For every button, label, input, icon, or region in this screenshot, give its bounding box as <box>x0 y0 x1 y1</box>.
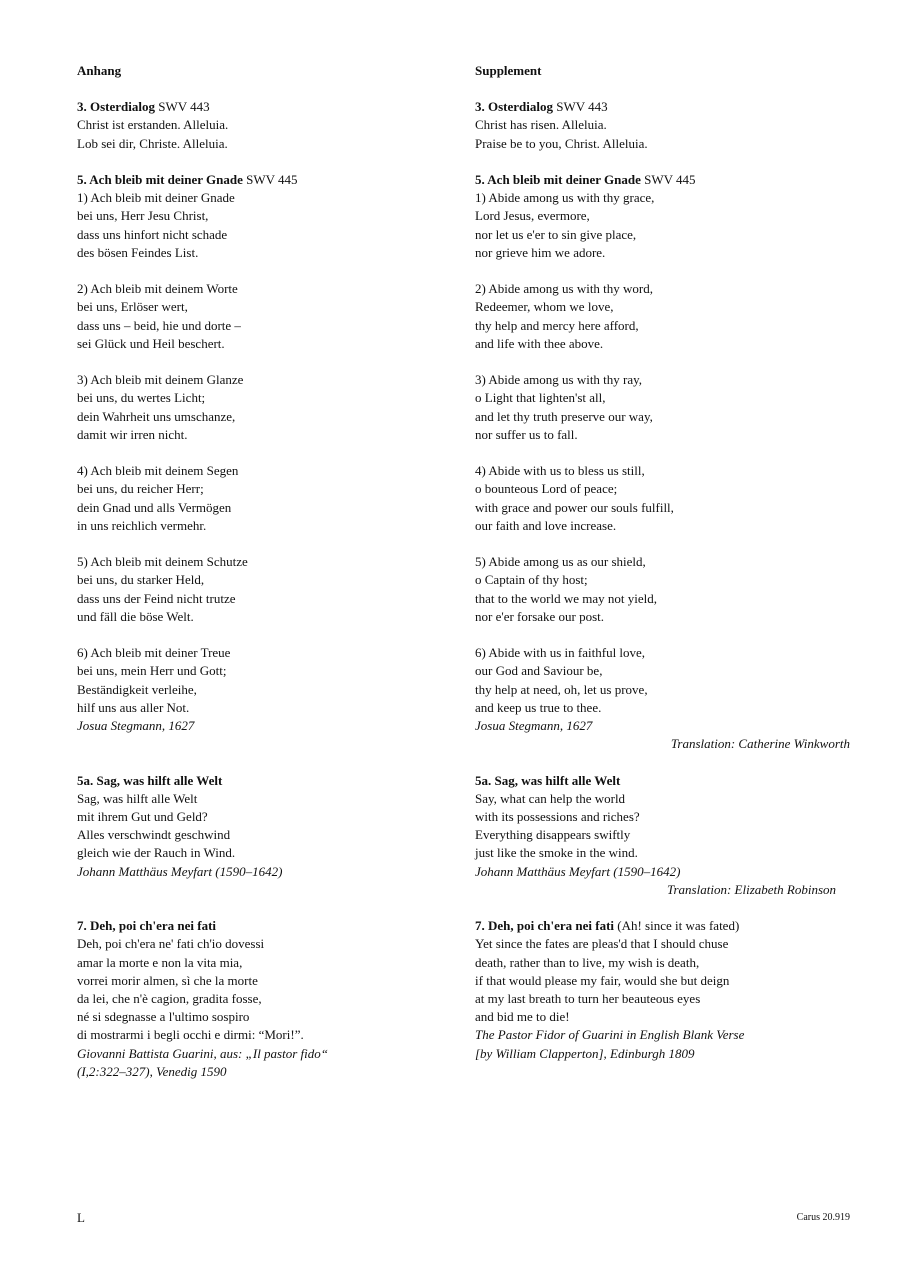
translation-credit: Translation: Elizabeth Robinson <box>666 881 836 897</box>
author-credit: (I,2:322–327), Venedig 1590 <box>77 1063 227 1079</box>
verse-line: des bösen Feindes List. <box>77 244 199 260</box>
verse-line: nor let us e'er to sin give place, <box>475 226 637 242</box>
verse-line: dein Wahrheit uns umschanze, <box>77 408 236 424</box>
verse-line: Lord Jesus, evermore, <box>475 208 590 224</box>
verse-line: nor suffer us to fall. <box>475 426 578 442</box>
verse-line: hilf uns aus aller Not. <box>77 699 190 715</box>
stanza-4 <box>77 462 447 535</box>
verse-line: damit wir irren nicht. <box>77 426 188 442</box>
verse-line: bei uns, mein Herr und Gott; <box>77 663 227 679</box>
verse-line: in uns reichlich vermehr. <box>77 517 207 533</box>
stanza-5 <box>475 553 850 626</box>
verse-line: and let thy truth preserve our way, <box>475 408 653 424</box>
verse-line: at my last breath to turn her beauteous eyes <box>475 991 701 1007</box>
verse-line: bei uns, du reicher Herr; <box>77 481 204 497</box>
verse-line: Sag, was hilft alle Welt <box>77 790 198 806</box>
verse-line: thy help at need, oh, let us prove, <box>475 681 648 697</box>
verse-line: Deh, poi ch'era ne' fati ch'io dovessi <box>77 936 265 952</box>
verse-line: our God and Saviour be, <box>475 663 603 679</box>
verse-line: thy help and mercy here afford, <box>475 317 639 333</box>
section-sag-was-hilft <box>77 772 447 881</box>
page-number: L <box>77 1210 85 1225</box>
verse-line: 6) Ach bleib mit deiner Treue <box>77 645 231 661</box>
english-column <box>475 62 850 1063</box>
stanza-2 <box>475 280 850 353</box>
verse-line: if that would please my fair, would she but deign <box>475 972 730 988</box>
section-title: 5. Ach bleib mit deiner Gnade SWV 445 <box>475 172 696 187</box>
verse-line: and life with thee above. <box>475 335 604 351</box>
verse-line: dass uns hinfort nicht schade <box>77 226 228 242</box>
verse-line: o Light that lighten'st all, <box>475 390 606 406</box>
verse-line: 1) Ach bleib mit deiner Gnade <box>77 190 235 206</box>
verse-line: with its possessions and riches? <box>475 809 640 825</box>
verse-line: 4) Abide with us to bless us still, <box>475 463 645 479</box>
stanza-6 <box>77 644 447 717</box>
verse-line: and bid me to die! <box>475 1009 570 1025</box>
verse-line: our faith and love increase. <box>475 517 617 533</box>
verse-line: Redeemer, whom we love, <box>475 299 614 315</box>
section-sag-was-hilft <box>475 772 850 899</box>
verse-line: Alles verschwindt geschwind <box>77 827 231 843</box>
verse-line: vorrei morir almen, sì che la morte <box>77 972 258 988</box>
section-title: 5a. Sag, was hilft alle Welt <box>77 772 223 788</box>
section-osterdialog <box>475 98 850 153</box>
stanza-5 <box>77 553 447 626</box>
stanza-4 <box>475 462 850 535</box>
verse-line: 3) Ach bleib mit deinem Glanze <box>77 372 244 388</box>
verse-line: dass uns der Feind nicht trutze <box>77 590 236 606</box>
verse-line: just like the smoke in the wind. <box>475 845 638 861</box>
section-title: 3. Osterdialog SWV 443 <box>475 99 608 115</box>
verse-line: Praise be to you, Christ. Alleluia. <box>475 135 648 151</box>
section-title: 5. Ach bleib mit deiner Gnade SWV 445 <box>77 172 298 187</box>
section-ach-bleib <box>475 171 850 753</box>
verse-line: 6) Abide with us in faithful love, <box>475 645 646 661</box>
section-title: 7. Deh, poi ch'era nei fati <box>77 918 217 934</box>
section-deh-poi <box>475 917 850 1063</box>
verse-line: 2) Abide among us with thy word, <box>475 281 654 297</box>
verse-line: Yet since the fates are pleas'd that I should chuse <box>475 936 729 952</box>
verse-line: bei uns, du starker Held, <box>77 572 205 588</box>
verse-line: 5) Abide among us as our shield, <box>475 554 646 570</box>
verse-line: 1) Abide among us with thy grace, <box>475 190 655 206</box>
catalog-code: Carus 20.919 <box>796 1212 850 1223</box>
verse-line: 3) Abide among us with thy ray, <box>475 372 643 388</box>
verse-line: that to the world we may not yield, <box>475 590 657 606</box>
section-title: 5a. Sag, was hilft alle Welt <box>475 772 621 788</box>
verse-line: amar la morte e non la vita mia, <box>77 954 243 970</box>
verse-line: mit ihrem Gut und Geld? <box>77 809 208 825</box>
verse-line: bei uns, Herr Jesu Christ, <box>77 208 209 224</box>
verse-line: gleich wie der Rauch in Wind. <box>77 845 236 861</box>
translation-credit: Translation: Catherine Winkworth <box>670 736 850 752</box>
column-heading: Anhang <box>77 63 122 78</box>
section-osterdialog <box>77 98 447 153</box>
section-title: 3. Osterdialog SWV 443 <box>77 99 210 115</box>
verse-line: Say, what can help the world <box>475 790 626 806</box>
author-credit: Johann Matthäus Meyfart (1590–1642) <box>475 863 681 879</box>
verse-line: and keep us true to thee. <box>475 699 602 715</box>
verse-line: Christ has risen. Alleluia. <box>475 117 607 133</box>
verse-line: death, rather than to live, my wish is death, <box>475 954 700 970</box>
verse-line: dass uns – beid, hie und dorte – <box>77 317 241 333</box>
german-column <box>77 62 447 1081</box>
verse-line: with grace and power our souls fulfill, <box>475 499 674 515</box>
verse-line: nor grieve him we adore. <box>475 244 606 260</box>
verse-line: Christ ist erstanden. Alleluia. <box>77 117 229 133</box>
verse-line: bei uns, Erlöser wert, <box>77 299 188 315</box>
section-deh-poi <box>77 917 447 1081</box>
stanza-6 <box>475 644 850 717</box>
section-ach-bleib <box>77 171 447 735</box>
stanza-2 <box>77 280 447 353</box>
verse-line: dein Gnad und alls Vermögen <box>77 499 232 515</box>
verse-line: o bounteous Lord of peace; <box>475 481 618 497</box>
author-credit: Josua Stegmann, 1627 <box>77 718 195 734</box>
verse-line: o Captain of thy host; <box>475 572 588 588</box>
stanza-3 <box>475 371 850 444</box>
verse-line: né si sdegnasse a l'ultimo sospiro <box>77 1009 250 1025</box>
author-credit: [by William Clapperton], Edinburgh 1809 <box>475 1045 695 1061</box>
verse-line: di mostrarmi i begli occhi e dirmi: “Mori!”. <box>77 1027 304 1043</box>
author-credit: Johann Matthäus Meyfart (1590–1642) <box>77 863 283 879</box>
verse-line: 2) Ach bleib mit deinem Worte <box>77 281 238 297</box>
verse-line: nor e'er forsake our post. <box>475 608 605 624</box>
verse-line: bei uns, du wertes Licht; <box>77 390 206 406</box>
stanza-1 <box>475 189 850 262</box>
verse-line: 4) Ach bleib mit deinem Segen <box>77 463 239 479</box>
verse-line: da lei, che n'è cagion, gradita fosse, <box>77 991 262 1007</box>
author-credit: Josua Stegmann, 1627 <box>475 718 593 734</box>
verse-line: Lob sei dir, Christe. Alleluia. <box>77 135 228 151</box>
verse-line: Everything disappears swiftly <box>475 827 631 843</box>
verse-line: und fäll die böse Welt. <box>77 608 194 624</box>
stanza-1 <box>77 189 447 262</box>
author-credit: The Pastor Fidor of Guarini in English Blank Verse <box>475 1027 745 1043</box>
verse-line: 5) Ach bleib mit deinem Schutze <box>77 554 248 570</box>
verse-line: sei Glück und Heil beschert. <box>77 335 225 351</box>
section-title: 7. Deh, poi ch'era nei fati (Ah! since it was fated) <box>475 918 740 934</box>
column-heading: Supplement <box>475 63 542 78</box>
stanza-3 <box>77 371 447 444</box>
author-credit: Giovanni Battista Guarini, aus: „Il pastor fido“ <box>77 1045 328 1061</box>
verse-line: Beständigkeit verleihe, <box>77 681 197 697</box>
